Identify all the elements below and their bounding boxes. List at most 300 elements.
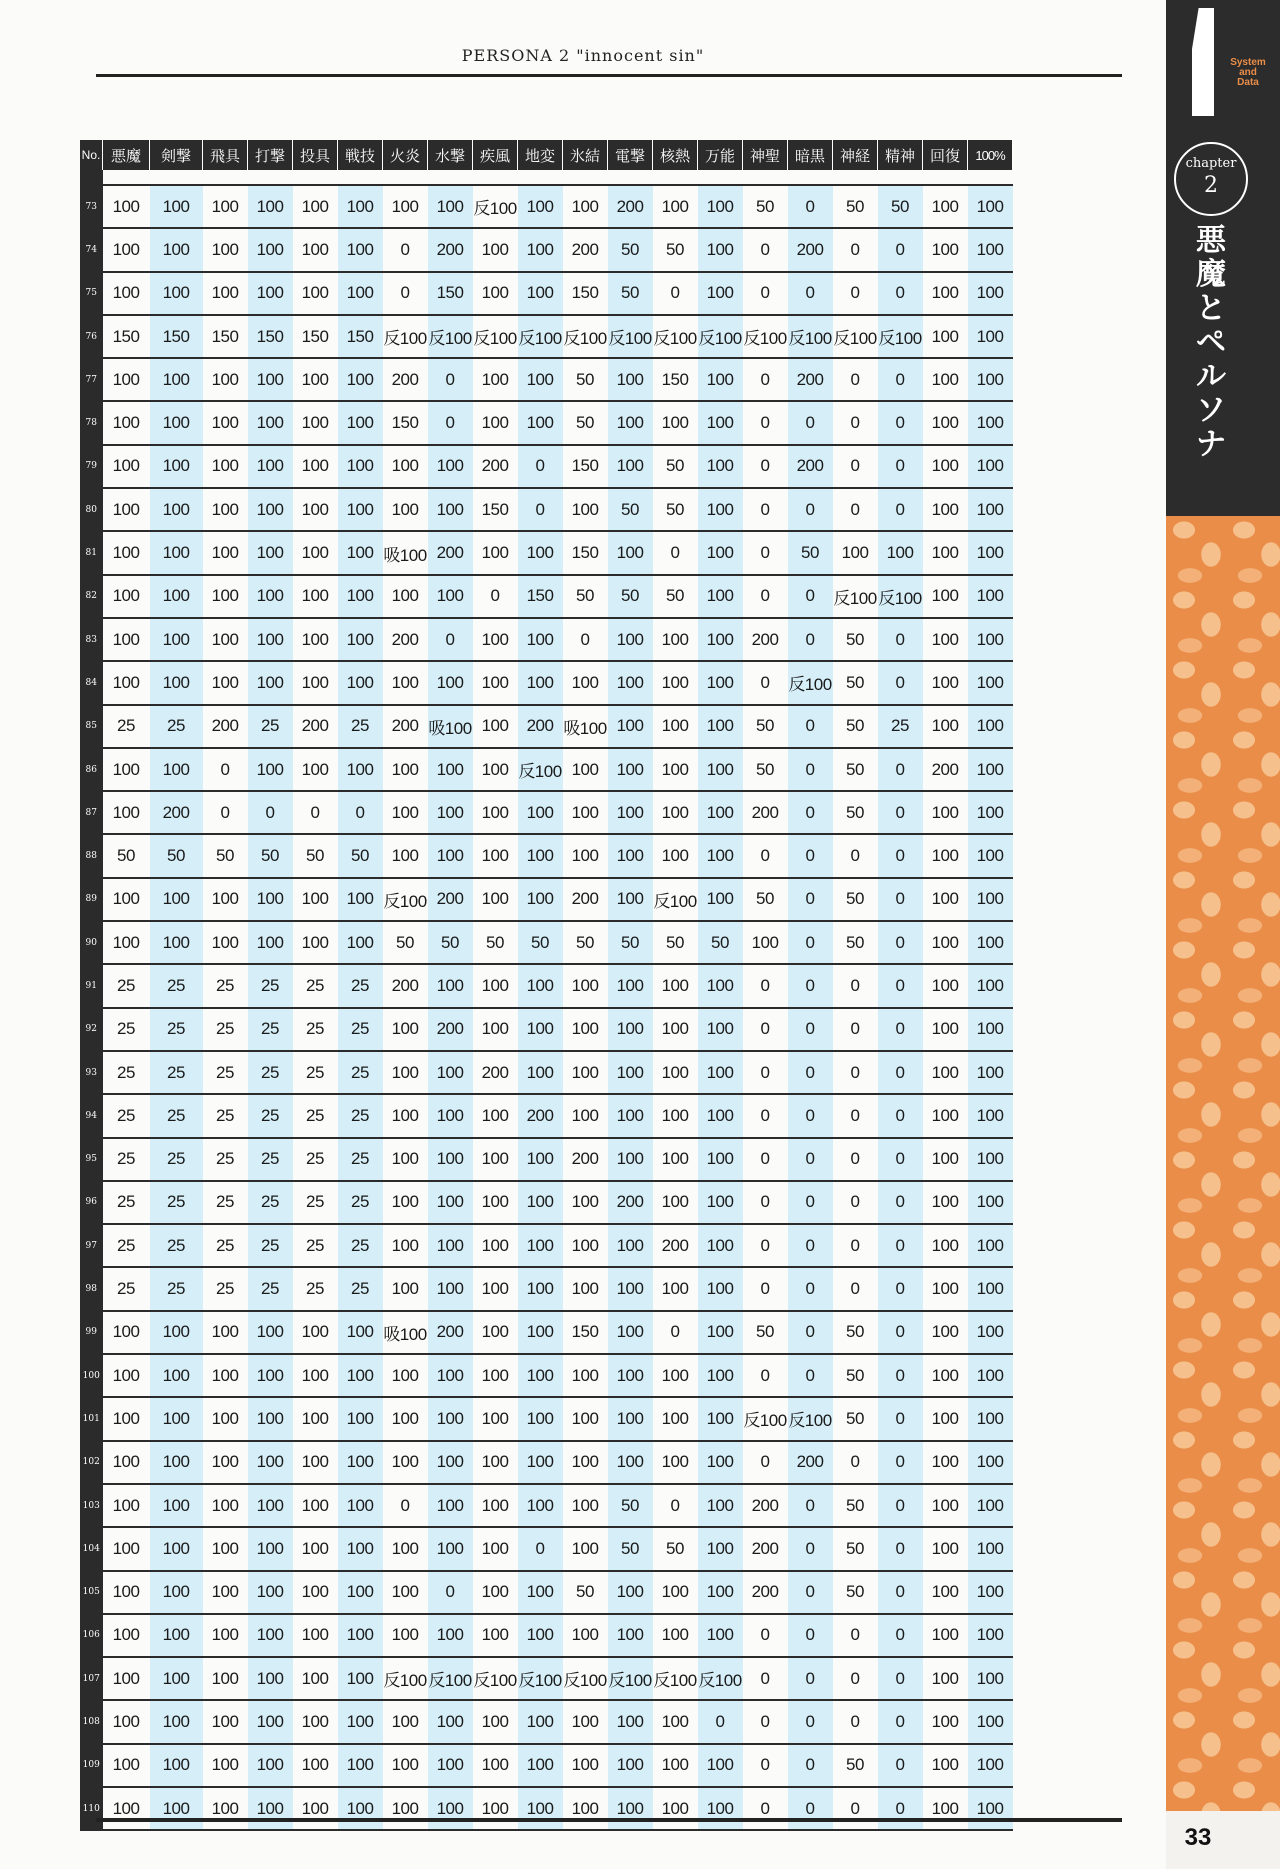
table-cell: 0 — [878, 834, 923, 877]
table-cell: 0 — [833, 1787, 878, 1830]
table-cell: 100 — [473, 358, 518, 401]
table-cell: 25 — [203, 1138, 248, 1181]
row-number: 91 — [80, 964, 103, 1007]
resistance-table — [80, 140, 1013, 1831]
table-cell: 0 — [743, 228, 788, 271]
table-cell: 0 — [833, 1051, 878, 1094]
table-cell: 100 — [923, 661, 968, 704]
table-cell: 100 — [608, 964, 653, 1007]
table-cell: 反100 — [788, 661, 833, 704]
row-number: 85 — [80, 705, 103, 748]
decorative-pattern-band — [1166, 516, 1280, 1811]
table-cell: 25 — [103, 1224, 150, 1267]
table-cell: 0 — [788, 834, 833, 877]
table-cell: 0 — [203, 791, 248, 834]
table-cell: 0 — [878, 1527, 923, 1570]
table-cell: 100 — [248, 185, 293, 228]
table-row — [80, 531, 1013, 574]
table-cell: 100 — [608, 1267, 653, 1310]
table-cell: 100 — [653, 705, 698, 748]
table-cell: 100 — [150, 401, 203, 444]
table-cell: 100 — [248, 618, 293, 661]
table-cell: 200 — [743, 1484, 788, 1527]
table-cell: 100 — [608, 1224, 653, 1267]
table-cell: 100 — [698, 705, 743, 748]
chapter-badge — [1174, 142, 1248, 216]
table-cell: 100 — [923, 531, 968, 574]
table-cell: 0 — [788, 1744, 833, 1787]
table-cell: 0 — [788, 1094, 833, 1137]
table-cell: 100 — [150, 618, 203, 661]
table-cell: 0 — [878, 661, 923, 704]
table-cell: 0 — [878, 748, 923, 791]
table-cell: 100 — [248, 1744, 293, 1787]
column-header: 神経 — [833, 140, 878, 170]
table-cell: 100 — [698, 618, 743, 661]
table-cell: 25 — [293, 1181, 338, 1224]
table-row — [80, 315, 1013, 358]
table-cell: 0 — [743, 401, 788, 444]
table-cell: 0 — [878, 1614, 923, 1657]
table-cell: 25 — [293, 1094, 338, 1137]
table-cell: 150 — [518, 575, 563, 618]
table-cell: 0 — [878, 1138, 923, 1181]
table-cell: 100 — [293, 228, 338, 271]
table-cell: 100 — [608, 401, 653, 444]
table-cell: 50 — [653, 575, 698, 618]
table-cell: 0 — [878, 1051, 923, 1094]
table-cell: 0 — [743, 1181, 788, 1224]
table-cell: 100 — [563, 791, 608, 834]
row-number: 110 — [80, 1787, 103, 1830]
table-cell: 50 — [653, 488, 698, 531]
table-cell: 100 — [923, 1138, 968, 1181]
table-cell: 100 — [293, 1614, 338, 1657]
row-number: 82 — [80, 575, 103, 618]
table-cell: 100 — [383, 661, 428, 704]
table-cell: 100 — [203, 401, 248, 444]
table-cell: 0 — [518, 445, 563, 488]
table-cell: 100 — [293, 531, 338, 574]
table-cell: 100 — [150, 1614, 203, 1657]
table-cell: 200 — [563, 228, 608, 271]
table-cell: 100 — [383, 1614, 428, 1657]
table-cell: 100 — [428, 1354, 473, 1397]
table-cell: 100 — [698, 488, 743, 531]
table-cell: 反100 — [788, 1397, 833, 1440]
table-cell: 100 — [293, 1311, 338, 1354]
table-cell: 50 — [563, 1571, 608, 1614]
table-cell: 100 — [338, 1484, 383, 1527]
table-cell: 100 — [293, 1787, 338, 1830]
table-cell: 150 — [248, 315, 293, 358]
table-cell: 100 — [293, 185, 338, 228]
table-cell: 100 — [338, 748, 383, 791]
table-cell: 25 — [338, 705, 383, 748]
table-cell: 100 — [248, 575, 293, 618]
table-cell: 100 — [968, 488, 1013, 531]
table-header-gap — [80, 170, 1013, 185]
table-cell: 100 — [878, 531, 923, 574]
table-cell: 100 — [608, 1138, 653, 1181]
table-cell: 反100 — [653, 878, 698, 921]
table-cell: 100 — [608, 1397, 653, 1440]
row-number: 101 — [80, 1397, 103, 1440]
table-cell: 100 — [293, 618, 338, 661]
table-cell: 25 — [203, 964, 248, 1007]
column-header: 火炎 — [383, 140, 428, 170]
table-cell: 50 — [833, 1397, 878, 1440]
table-cell: 100 — [103, 921, 150, 964]
table-cell: 100 — [428, 1224, 473, 1267]
column-header: 万能 — [698, 140, 743, 170]
row-number: 93 — [80, 1051, 103, 1094]
table-cell: 100 — [428, 791, 473, 834]
table-cell: 100 — [338, 1441, 383, 1484]
table-cell: 0 — [878, 964, 923, 1007]
table-cell: 50 — [608, 575, 653, 618]
table-cell: 25 — [203, 1224, 248, 1267]
column-header: 疾風 — [473, 140, 518, 170]
table-cell: 100 — [923, 1094, 968, 1137]
table-cell: 100 — [563, 1094, 608, 1137]
table-cell: 100 — [968, 1354, 1013, 1397]
row-number: 84 — [80, 661, 103, 704]
table-cell: 100 — [923, 1441, 968, 1484]
table-cell: 100 — [563, 488, 608, 531]
table-cell: 100 — [293, 921, 338, 964]
table-cell: 0 — [383, 1484, 428, 1527]
table-cell: 0 — [788, 964, 833, 1007]
table-cell: 100 — [968, 531, 1013, 574]
table-cell: 100 — [150, 878, 203, 921]
table-cell: 100 — [103, 1311, 150, 1354]
table-cell: 100 — [150, 575, 203, 618]
table-row — [80, 748, 1013, 791]
table-cell: 0 — [788, 575, 833, 618]
table-cell: 100 — [563, 1397, 608, 1440]
table-cell: 0 — [383, 272, 428, 315]
table-cell: 25 — [150, 1094, 203, 1137]
column-header: 精神 — [878, 140, 923, 170]
table-cell: 100 — [968, 228, 1013, 271]
table-cell: 0 — [788, 1484, 833, 1527]
table-cell: 100 — [248, 1527, 293, 1570]
table-cell: 100 — [563, 1787, 608, 1830]
column-header: 核熱 — [653, 140, 698, 170]
table-cell: 100 — [150, 1311, 203, 1354]
table-cell: 200 — [383, 705, 428, 748]
table-cell: 0 — [743, 1657, 788, 1700]
table-cell: 100 — [608, 1441, 653, 1484]
table-cell: 25 — [338, 1181, 383, 1224]
table-row — [80, 185, 1013, 228]
table-cell: 100 — [923, 1527, 968, 1570]
table-row — [80, 1744, 1013, 1787]
table-cell: 反100 — [608, 315, 653, 358]
row-number: 105 — [80, 1571, 103, 1614]
table-cell: 100 — [383, 1267, 428, 1310]
table-cell: 100 — [203, 1614, 248, 1657]
table-cell: 100 — [103, 1787, 150, 1830]
table-cell: 100 — [338, 1614, 383, 1657]
table-cell: 100 — [653, 1744, 698, 1787]
table-cell: 100 — [923, 315, 968, 358]
table-cell: 100 — [653, 1181, 698, 1224]
table-cell: 100 — [473, 834, 518, 877]
table-cell: 100 — [428, 1441, 473, 1484]
table-cell: 100 — [473, 791, 518, 834]
table-cell: 25 — [338, 1224, 383, 1267]
table-cell: 0 — [788, 1700, 833, 1743]
table-cell: 100 — [428, 1397, 473, 1440]
table-cell: 100 — [428, 964, 473, 1007]
table-cell: 100 — [518, 1441, 563, 1484]
table-cell: 100 — [383, 445, 428, 488]
table-cell: 0 — [788, 748, 833, 791]
table-cell: 反100 — [653, 315, 698, 358]
table-cell: 100 — [923, 1224, 968, 1267]
table-cell: 100 — [608, 748, 653, 791]
table-cell: 100 — [698, 1527, 743, 1570]
table-cell: 反100 — [383, 878, 428, 921]
table-cell: 100 — [608, 791, 653, 834]
row-number: 96 — [80, 1181, 103, 1224]
table-cell: 100 — [248, 1484, 293, 1527]
table-cell: 100 — [563, 661, 608, 704]
table-cell: 100 — [968, 1311, 1013, 1354]
table-cell: 150 — [428, 272, 473, 315]
table-cell: 100 — [608, 1008, 653, 1051]
table-cell: 100 — [698, 575, 743, 618]
table-cell: 100 — [150, 445, 203, 488]
table-cell: 100 — [338, 445, 383, 488]
table-cell: 100 — [923, 1657, 968, 1700]
table-cell: 100 — [653, 1571, 698, 1614]
table-cell: 100 — [923, 575, 968, 618]
table-cell: 100 — [248, 1787, 293, 1830]
table-cell: 100 — [428, 1744, 473, 1787]
table-cell: 100 — [923, 488, 968, 531]
table-cell: 反100 — [698, 315, 743, 358]
column-header-no: No. — [80, 140, 103, 170]
table-cell: 100 — [150, 1397, 203, 1440]
table-cell: 0 — [878, 358, 923, 401]
table-cell: 0 — [743, 1354, 788, 1397]
table-cell: 反100 — [383, 1657, 428, 1700]
table-cell: 200 — [788, 228, 833, 271]
table-cell: 0 — [788, 1008, 833, 1051]
table-cell: 反100 — [428, 1657, 473, 1700]
table-cell: 100 — [968, 1700, 1013, 1743]
row-number: 75 — [80, 272, 103, 315]
table-cell: 反100 — [518, 748, 563, 791]
column-header: 打撃 — [248, 140, 293, 170]
table-cell: 100 — [383, 1527, 428, 1570]
table-cell: 100 — [150, 185, 203, 228]
table-cell: 100 — [923, 228, 968, 271]
table-cell: 100 — [473, 1441, 518, 1484]
table-cell: 100 — [698, 1397, 743, 1440]
table-cell: 100 — [968, 1744, 1013, 1787]
table-cell: 25 — [150, 1267, 203, 1310]
table-cell: 100 — [383, 575, 428, 618]
table-cell: 100 — [338, 185, 383, 228]
table-cell: 100 — [968, 705, 1013, 748]
table-cell: 100 — [653, 791, 698, 834]
table-cell: 100 — [103, 575, 150, 618]
table-cell: 150 — [338, 315, 383, 358]
table-cell: 100 — [150, 1354, 203, 1397]
table-cell: 0 — [428, 358, 473, 401]
table-row — [80, 964, 1013, 1007]
table-cell: 25 — [103, 1267, 150, 1310]
table-cell: 100 — [968, 1051, 1013, 1094]
table-cell: 0 — [788, 1267, 833, 1310]
table-cell: 0 — [743, 1051, 788, 1094]
section-tag-line: Data — [1237, 77, 1259, 88]
table-cell: 0 — [833, 401, 878, 444]
table-cell: 100 — [103, 531, 150, 574]
table-cell: 反100 — [743, 315, 788, 358]
table-cell: 100 — [293, 1744, 338, 1787]
table-cell: 25 — [203, 1181, 248, 1224]
table-cell: 100 — [428, 1527, 473, 1570]
table-cell: 100 — [428, 185, 473, 228]
column-header: 暗黒 — [788, 140, 833, 170]
table-cell: 100 — [428, 1267, 473, 1310]
table-cell: 100 — [428, 748, 473, 791]
table-cell: 100 — [923, 358, 968, 401]
table-cell: 100 — [428, 445, 473, 488]
table-cell: 100 — [518, 1008, 563, 1051]
table-cell: 100 — [698, 661, 743, 704]
table-cell: 100 — [518, 1354, 563, 1397]
table-cell: 100 — [338, 878, 383, 921]
table-cell: 0 — [878, 228, 923, 271]
table-row — [80, 1397, 1013, 1440]
table-cell: 25 — [103, 964, 150, 1007]
table-cell: 100 — [698, 1787, 743, 1830]
chapter-title: 悪魔とペルソナ — [1196, 223, 1226, 462]
table-cell: 100 — [653, 1354, 698, 1397]
table-cell: 100 — [563, 1700, 608, 1743]
table-cell: 25 — [878, 705, 923, 748]
row-number: 95 — [80, 1138, 103, 1181]
table-row — [80, 1354, 1013, 1397]
table-cell: 100 — [293, 1441, 338, 1484]
table-cell: 150 — [383, 401, 428, 444]
table-cell: 50 — [150, 834, 203, 877]
table-cell: 100 — [203, 228, 248, 271]
table-cell: 100 — [518, 1787, 563, 1830]
table-cell: 反100 — [563, 315, 608, 358]
table-cell: 100 — [103, 1614, 150, 1657]
table-row — [80, 1267, 1013, 1310]
table-cell: 100 — [338, 1527, 383, 1570]
table-cell: 100 — [563, 1527, 608, 1570]
table-cell: 25 — [338, 1008, 383, 1051]
table-cell: 100 — [203, 1354, 248, 1397]
table-cell: 100 — [608, 1700, 653, 1743]
table-cell: 50 — [563, 921, 608, 964]
table-cell: 100 — [923, 185, 968, 228]
table-cell: 100 — [608, 1614, 653, 1657]
row-number: 100 — [80, 1354, 103, 1397]
section-tag — [1220, 58, 1276, 88]
row-number: 104 — [80, 1527, 103, 1570]
table-cell: 200 — [788, 1441, 833, 1484]
column-header: 地変 — [518, 140, 563, 170]
table-cell: 25 — [293, 1224, 338, 1267]
table-cell: 100 — [383, 748, 428, 791]
table-cell: 0 — [788, 1224, 833, 1267]
table-cell: 100 — [383, 1008, 428, 1051]
row-number: 102 — [80, 1441, 103, 1484]
table-cell: 150 — [203, 315, 248, 358]
table-cell: 50 — [833, 748, 878, 791]
table-cell: 100 — [248, 878, 293, 921]
table-cell: 100 — [518, 618, 563, 661]
table-cell: 100 — [923, 272, 968, 315]
column-header: 氷結 — [563, 140, 608, 170]
table-cell: 100 — [203, 1571, 248, 1614]
page-number: 33 — [1184, 1824, 1212, 1851]
table-cell: 0 — [203, 748, 248, 791]
table-cell: 50 — [293, 834, 338, 877]
table-cell: 100 — [608, 358, 653, 401]
table-cell: 100 — [968, 1008, 1013, 1051]
table-cell: 100 — [338, 1787, 383, 1830]
table-cell: 0 — [878, 1484, 923, 1527]
table-cell: 100 — [923, 1181, 968, 1224]
row-number: 74 — [80, 228, 103, 271]
table-cell: 100 — [968, 1441, 1013, 1484]
table-cell: 0 — [878, 618, 923, 661]
table-cell: 100 — [518, 272, 563, 315]
table-cell: 100 — [698, 1311, 743, 1354]
table-cell: 100 — [293, 488, 338, 531]
table-row — [80, 921, 1013, 964]
table-cell: 150 — [293, 315, 338, 358]
table-cell: 100 — [150, 1484, 203, 1527]
table-cell: 100 — [698, 1138, 743, 1181]
table-cell: 100 — [653, 1397, 698, 1440]
table-cell: 50 — [833, 921, 878, 964]
table-cell: 0 — [293, 791, 338, 834]
table-cell: 150 — [563, 445, 608, 488]
table-cell: 0 — [383, 228, 428, 271]
table-cell: 100 — [103, 1397, 150, 1440]
table-row — [80, 1787, 1013, 1830]
table-cell: 0 — [788, 1614, 833, 1657]
table-cell: 0 — [833, 1008, 878, 1051]
table-cell: 100 — [248, 748, 293, 791]
table-cell: 0 — [743, 1744, 788, 1787]
table-cell: 0 — [743, 1700, 788, 1743]
table-cell: 100 — [698, 1181, 743, 1224]
table-cell: 100 — [103, 1527, 150, 1570]
table-row — [80, 1484, 1013, 1527]
table-cell: 吸100 — [383, 531, 428, 574]
table-cell: 100 — [428, 1094, 473, 1137]
table-cell: 25 — [248, 1051, 293, 1094]
table-row — [80, 1094, 1013, 1137]
table-cell: 25 — [293, 1267, 338, 1310]
table-cell: 100 — [203, 661, 248, 704]
table-cell: 反100 — [518, 1657, 563, 1700]
table-cell: 200 — [383, 358, 428, 401]
